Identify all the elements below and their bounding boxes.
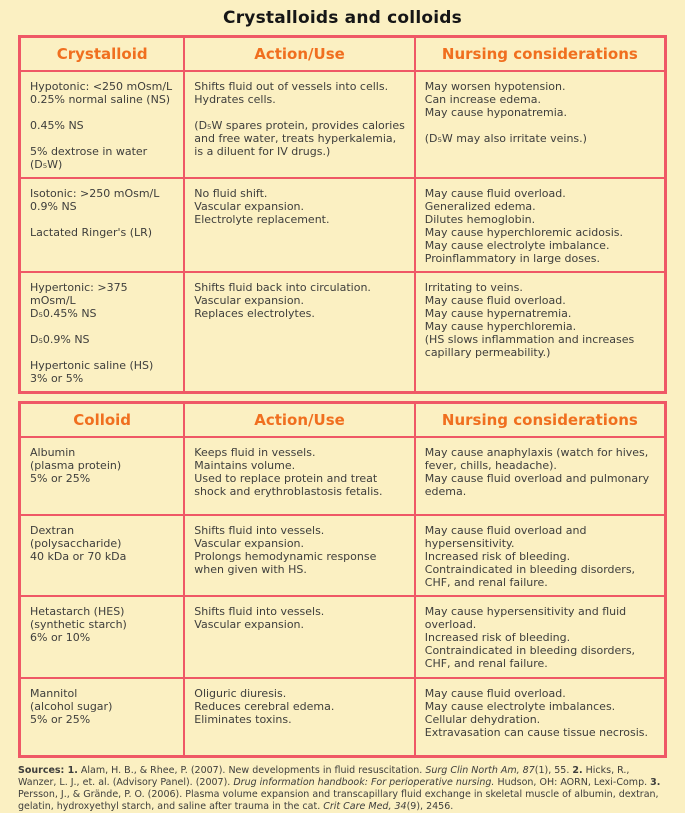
- table-cell: Hetastarch (HES) (synthetic starch) 6% or 10%: [20, 596, 185, 678]
- table-row: [20, 596, 666, 678]
- column-header: Action/Use: [184, 403, 414, 438]
- table-row: [20, 71, 666, 178]
- footnote-segment: Hicks, R., Wanzer, L. J., et. al. (Advisory Panel). (2007).: [18, 764, 630, 788]
- crystalloid-header-row: [20, 37, 666, 72]
- table-cell: Hypertonic: >375 mOsm/L D₅0.45% NS D₅0.9% NS Hypertonic saline (HS) 3% or 5%: [20, 272, 185, 393]
- table-cell: Oliguric diuresis. Reduces cerebral edema. Eliminates toxins.: [184, 678, 414, 756]
- footnote-segment: Alam, H. B., & Rhee, P. (2007). New developments in fluid resuscitation.: [77, 764, 426, 776]
- sources-footnote: [18, 765, 667, 813]
- column-header: Nursing considerations: [415, 37, 666, 72]
- table-row: [20, 178, 666, 272]
- footnote-segment: Crit Care Med, 34: [323, 800, 407, 812]
- colloid-table: [18, 401, 667, 758]
- table-cell: Shifts fluid out of vessels into cells. Hydrates cells. (D₅W spares protein, provides calories and free water, treats hyperkalemia, is a diluent for IV drugs.): [184, 71, 414, 178]
- table-cell: No fluid shift. Vascular expansion. Electrolyte replacement.: [184, 178, 414, 272]
- footnote-segment: Hudson, OH: AORN, Lexi-Comp.: [494, 776, 651, 788]
- table-cell: Shifts fluid into vessels. Vascular expansion.: [184, 596, 414, 678]
- table-cell: May cause fluid overload and hypersensitivity. Increased risk of bleeding. Contraindicated in bleeding disorders, CHF, and renal failure.: [415, 515, 666, 596]
- column-header: Crystalloid: [20, 37, 185, 72]
- table-cell: May cause fluid overload. May cause electrolyte imbalances. Cellular dehydration. Extravasation can cause tissue necrosis.: [415, 678, 666, 756]
- footnote-segment: 2.: [572, 764, 583, 776]
- table-cell: May cause fluid overload. Generalized edema. Dilutes hemoglobin. May cause hyperchloremic acidosis. May cause electrolyte imbalance. Proinflammatory in large doses.: [415, 178, 666, 272]
- footnote-segment: 1.: [67, 764, 78, 776]
- footnote-segment: Persson, J., & Grände, P. O. (2006). Plasma volume expansion and transcapillary fluid exchange in skeletal muscle of albumin, dextran, gelatin, hydroxyethyl starch, and saline after trauma in the cat.: [18, 788, 659, 812]
- table-cell: Irritating to veins. May cause fluid overload. May cause hypernatremia. May cause hyperchloremia. (HS slows inflammation and increases capillary permeability.): [415, 272, 666, 393]
- table-row: [20, 437, 666, 515]
- column-header: Colloid: [20, 403, 185, 438]
- table-row: [20, 272, 666, 393]
- table-row: [20, 515, 666, 596]
- table-cell: May cause anaphylaxis (watch for hives, fever, chills, headache). May cause fluid overload and pulmonary edema.: [415, 437, 666, 515]
- footnote-segment: 3.: [650, 776, 661, 788]
- table-cell: Isotonic: >250 mOsm/L 0.9% NS Lactated Ringer's (LR): [20, 178, 185, 272]
- table-cell: Shifts fluid into vessels. Vascular expansion. Prolongs hemodynamic response when given with HS.: [184, 515, 414, 596]
- footnote-segment: Surg Clin North Am, 87: [425, 764, 535, 776]
- colloid-header-row: [20, 403, 666, 438]
- table-cell: Albumin (plasma protein) 5% or 25%: [20, 437, 185, 515]
- table-cell: Keeps fluid in vessels. Maintains volume. Used to replace protein and treat shock and erythroblastosis fetalis.: [184, 437, 414, 515]
- column-header: Nursing considerations: [415, 403, 666, 438]
- table-cell: May worsen hypotension. Can increase edema. May cause hyponatremia. (D₅W may also irritate veins.): [415, 71, 666, 178]
- page-title: Crystalloids and colloids: [223, 8, 462, 28]
- column-header: Action/Use: [184, 37, 414, 72]
- table-cell: Shifts fluid back into circulation. Vascular expansion. Replaces electrolytes.: [184, 272, 414, 393]
- table-cell: Hypotonic: <250 mOsm/L 0.25% normal saline (NS) 0.45% NS 5% dextrose in water (D₅W): [20, 71, 185, 178]
- table-cell: Dextran (polysaccharide) 40 kDa or 70 kDa: [20, 515, 185, 596]
- table-cell: May cause hypersensitivity and fluid overload. Increased risk of bleeding. Contraindicated in bleeding disorders, CHF, and renal failure.: [415, 596, 666, 678]
- footnote-segment: Drug information handbook: For perioperative nursing.: [233, 776, 495, 788]
- crystalloid-table: [18, 35, 667, 394]
- footnote-segment: (1), 55.: [534, 764, 573, 776]
- footnote-segment: Sources:: [18, 764, 68, 776]
- table-row: [20, 678, 666, 756]
- footnote-segment: (9), 2456.: [406, 800, 454, 812]
- table-cell: Mannitol (alcohol sugar) 5% or 25%: [20, 678, 185, 756]
